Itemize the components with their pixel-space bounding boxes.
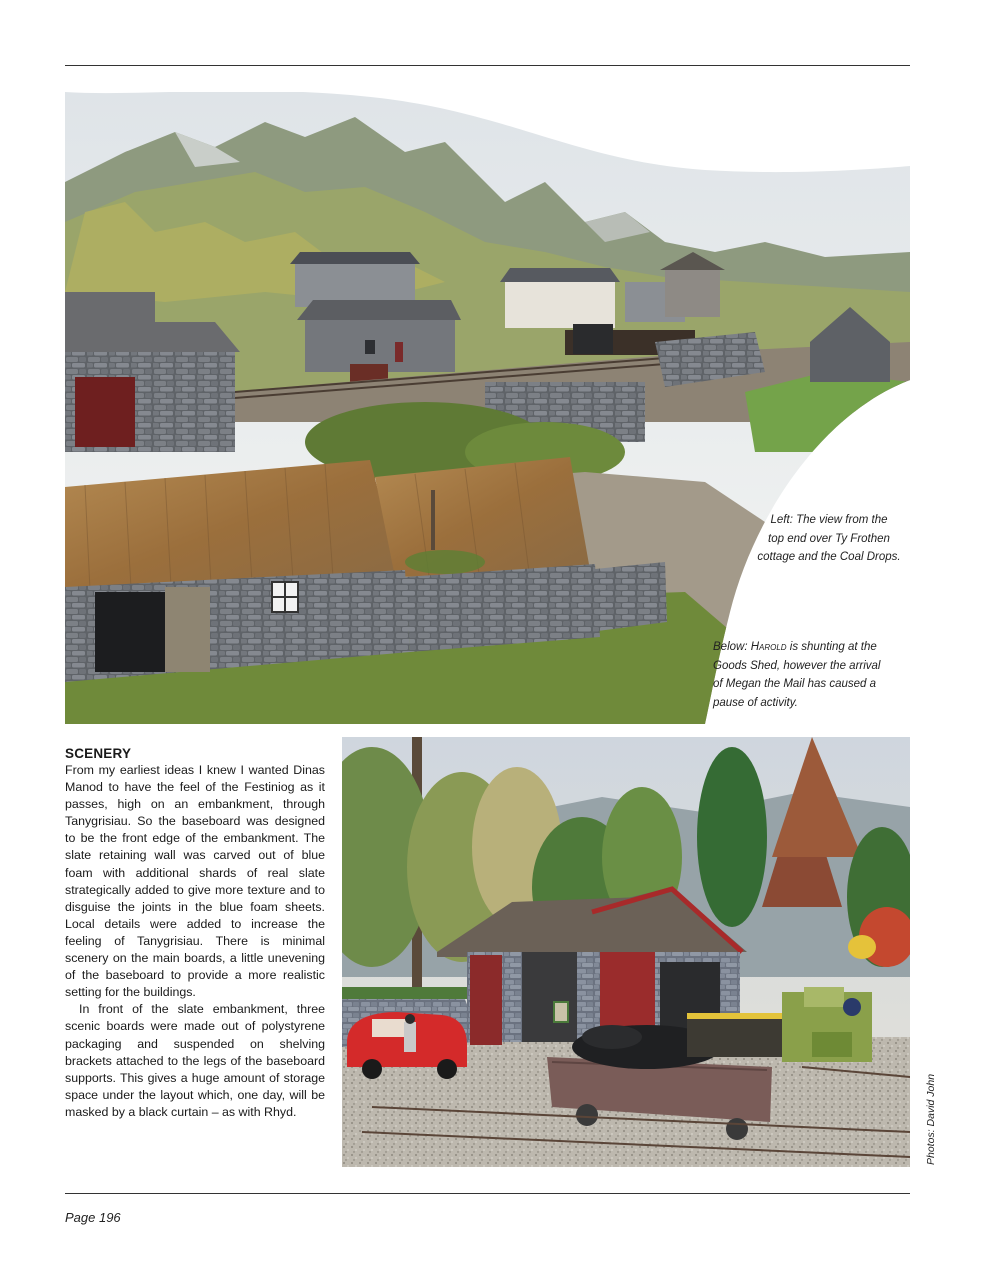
article-column — [65, 745, 325, 1121]
locomotive-name: Harold — [750, 641, 787, 653]
caption-prefix: Below: — [713, 641, 751, 653]
top-rule — [65, 65, 910, 66]
caption-line: Goods Shed, however the arrival — [713, 659, 881, 672]
caption-text: is shunting at the — [786, 641, 877, 653]
caption-line — [713, 638, 909, 657]
section-heading: SCENERY — [65, 746, 132, 761]
article-paragraph: From my earliest ideas I knew I wanted Dinas Manod to have the feel of the Festiniog as it passes, high on an embankment, through Tanygrisiau. So the baseboard was designed to be the front edge of the embankment. The slate retaining wall was carved out of blue foam with additional shards of real slate strategically added to give more texture and to disguise the joints in the blue foam sheets. Local details were added to increase the feeling of Tanygrisiau. There is minimal scenery on the main boards, a little unevening of the baseboard to provide a more realistic setting for the buildings. — [65, 763, 325, 1000]
caption-line: of Megan the Mail has caused a — [713, 678, 877, 690]
bottom-rule — [65, 1193, 910, 1194]
caption-left-view — [738, 511, 920, 567]
page-number: Page 196 — [65, 1210, 121, 1225]
caption-line: pause of activity. — [713, 696, 798, 709]
top-layout-photo — [65, 92, 910, 724]
caption-line: top end over Ty Frothen — [768, 532, 890, 545]
article-paragraph: In front of the slate embankment, three scenic boards were made out of polystyrene packaging and suspended on shelving brackets attached to the legs of the baseboard supports. This gives a huge amount of storage space under the layout which, one day, will be masked by a black curtain – as with Rhyd. — [65, 1002, 325, 1119]
caption-line: cottage and the Coal Drops. — [757, 551, 901, 563]
caption-line: Left: The view from the — [770, 514, 888, 526]
caption-below-view — [713, 638, 909, 712]
goods-shed-photo — [342, 737, 910, 1167]
photo-credit: Photos: David John — [925, 1073, 937, 1165]
